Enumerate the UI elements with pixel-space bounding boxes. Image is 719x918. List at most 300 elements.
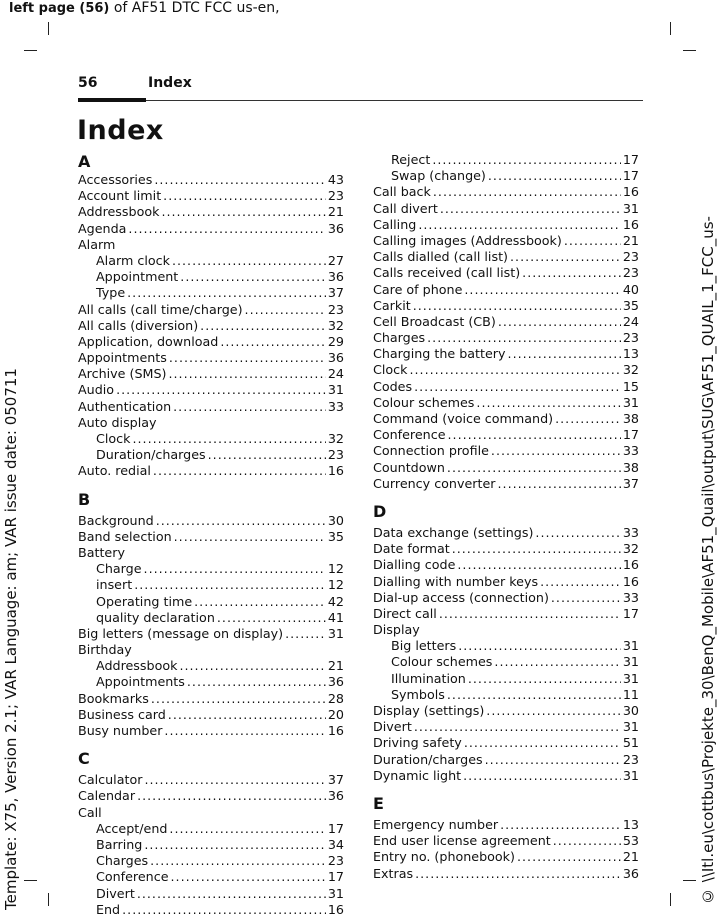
index-column-right — [373, 152, 639, 882]
dot-leader — [174, 529, 326, 545]
index-entry-label: Call back — [373, 184, 431, 200]
dot-leader — [432, 152, 621, 168]
index-letter-heading: D — [373, 501, 387, 521]
index-page-number: 23 — [327, 853, 344, 869]
index-entry — [373, 298, 639, 314]
index-page-number: 36 — [327, 269, 344, 285]
index-entry-label: Addressbook — [96, 658, 178, 674]
dot-leader — [151, 691, 326, 707]
index-subentry — [78, 837, 344, 853]
dot-leader — [414, 379, 621, 395]
crop-mark — [670, 893, 671, 906]
index-entry — [78, 172, 344, 188]
index-entry-label: Auto. redial — [78, 463, 151, 479]
index-page-number: 33 — [327, 398, 344, 414]
template-info-margin — [0, 0, 22, 909]
index-page-number: 23 — [622, 249, 639, 265]
index-entry-label: Calls received (call list) — [373, 265, 521, 281]
index-page-number: 16 — [622, 216, 639, 232]
header-rule — [78, 100, 643, 101]
dot-leader — [457, 557, 620, 573]
index-page-number: 53 — [622, 833, 639, 849]
index-entry — [373, 525, 639, 541]
index-entry-label: Reject — [391, 152, 431, 167]
index-entry — [373, 330, 639, 346]
index-entry-label: Calls dialled (call list) — [373, 249, 508, 265]
index-page-number: 30 — [327, 512, 344, 528]
index-page-number: 23 — [622, 265, 639, 281]
index-subentry — [78, 869, 344, 885]
dot-leader — [433, 184, 621, 200]
index-entry-label: Cell Broadcast (CB) — [373, 313, 496, 329]
index-subentry — [78, 853, 344, 869]
index-entry-label: Emergency number — [373, 816, 499, 832]
dot-leader — [179, 658, 325, 674]
index-entry — [78, 221, 344, 237]
dot-leader — [169, 821, 325, 837]
index-entry-label: Application, download — [78, 333, 219, 349]
index-entry-label: Operating time — [96, 593, 193, 609]
index-subentry — [78, 285, 344, 301]
index-page-number: 42 — [327, 593, 344, 609]
index-entry-label: Illumination — [391, 670, 466, 686]
index-letter-heading: B — [78, 489, 91, 509]
index-entry-label: quality declaration — [96, 609, 215, 625]
index-letter-heading: A — [78, 152, 91, 171]
index-subentry — [373, 638, 639, 654]
index-page-number: 41 — [327, 609, 344, 625]
crop-mark — [24, 50, 37, 51]
dot-leader — [168, 707, 326, 723]
index-page-number: 16 — [327, 723, 344, 738]
index-entry — [373, 314, 639, 330]
index-group-heading — [78, 545, 344, 561]
index-page-number: 16 — [622, 557, 639, 573]
dot-leader — [452, 541, 621, 557]
dot-leader — [127, 285, 326, 301]
print-job-note-bold: left page (56) — [9, 1, 110, 16]
template-info-text: Template: X75, Version 2.1; VAR Language: am; VAR issue date: 050711 — [2, 368, 20, 910]
index-subentry — [78, 561, 344, 577]
index-entry — [373, 460, 639, 476]
index-entry-label: All calls (diversion) — [78, 317, 199, 333]
dot-leader — [522, 265, 621, 281]
index-page-number: 17 — [622, 427, 639, 443]
index-entry-label: Charge — [96, 561, 142, 577]
file-path-margin — [697, 0, 719, 909]
index-page-number: 23 — [327, 301, 344, 317]
index-entry-label: Driving safety — [373, 735, 462, 751]
dot-leader — [134, 577, 326, 593]
index-entry — [373, 817, 639, 833]
dot-leader — [132, 431, 325, 447]
index-page-number: 21 — [327, 658, 344, 674]
index-subentry — [373, 671, 639, 687]
index-page-number: 37 — [622, 475, 639, 491]
index-entry-label: Command (voice command) — [373, 411, 554, 426]
index-page-number: 23 — [622, 330, 639, 346]
index-page-number: 16 — [327, 901, 344, 917]
index-entry-label: Call divert — [373, 200, 438, 216]
index-entry — [78, 350, 344, 366]
index-entry — [78, 707, 344, 723]
index-subentry — [373, 168, 639, 184]
index-page-number: 34 — [327, 836, 344, 852]
index-entry — [373, 282, 639, 298]
index-entry — [373, 703, 639, 719]
dot-leader — [173, 399, 326, 415]
dot-leader — [245, 302, 326, 318]
index-column-left — [78, 152, 344, 918]
dot-leader — [418, 217, 621, 233]
index-entry — [373, 411, 639, 427]
dot-leader — [153, 463, 326, 479]
index-entry-label: Type — [96, 285, 126, 301]
index-entry — [78, 513, 344, 529]
dot-leader — [137, 886, 326, 902]
index-entry-label: Clock — [373, 362, 408, 378]
index-entry — [373, 735, 639, 751]
page-number: 56 — [78, 75, 98, 91]
index-entry-label: Dialling with number keys — [373, 573, 539, 589]
index-page-number: 20 — [327, 706, 344, 722]
index-page-number: 23 — [327, 188, 344, 204]
index-entry — [373, 866, 639, 882]
index-entry-label: Countdown — [373, 459, 445, 475]
crop-mark — [48, 893, 49, 906]
index-page-number: 23 — [327, 447, 344, 463]
index-entry-label: Conference — [96, 869, 169, 885]
index-page-number: 35 — [327, 528, 344, 544]
index-entry-label: Codes — [373, 378, 413, 394]
index-entry-label: Busy number — [78, 723, 163, 738]
index-page-number: 30 — [622, 703, 639, 718]
dot-leader — [555, 411, 621, 427]
dot-leader — [508, 346, 621, 362]
crop-mark — [670, 22, 671, 35]
index-entry-label: Addressbook — [78, 204, 160, 220]
dot-leader — [122, 902, 326, 918]
index-entry — [78, 788, 344, 804]
dot-leader — [163, 188, 326, 204]
index-entry-label: Date format — [373, 541, 450, 557]
crop-mark — [683, 50, 696, 51]
index-entry-label: Connection profile — [373, 443, 489, 459]
dot-leader — [144, 772, 325, 788]
index-entry-label: Bookmarks — [78, 690, 149, 706]
index-page-number: 11 — [622, 686, 639, 702]
index-entry — [78, 204, 344, 220]
dot-leader — [144, 837, 326, 853]
running-header: Index — [148, 75, 192, 91]
index-entry — [373, 233, 639, 249]
index-page-number: 12 — [327, 577, 344, 593]
index-entry-label: Care of phone — [373, 281, 463, 297]
index-entry-label: Authentication — [78, 398, 172, 414]
index-subentry — [373, 687, 639, 703]
index-letter-heading: E — [373, 793, 384, 813]
index-entry — [373, 719, 639, 735]
index-entry-label: Big letters (message on display) — [78, 625, 284, 641]
index-subentry — [78, 577, 344, 593]
index-entry — [78, 334, 344, 350]
index-entry — [78, 318, 344, 334]
dot-leader — [485, 752, 621, 768]
index-page-number: 17 — [622, 605, 639, 621]
dot-leader — [498, 314, 621, 330]
dot-leader — [144, 561, 326, 577]
dot-leader — [208, 447, 326, 463]
index-page-number: 31 — [327, 885, 344, 901]
index-entry — [373, 443, 639, 459]
index-entry — [373, 768, 639, 784]
index-page-number: 32 — [622, 362, 639, 378]
dot-leader — [464, 735, 621, 751]
dot-leader — [494, 654, 620, 670]
index-entry — [373, 217, 639, 233]
index-entry-label: Symbols — [391, 686, 445, 702]
index-page-number: 28 — [327, 690, 344, 706]
dot-leader — [150, 853, 326, 869]
index-entry-label: Duration/charges — [96, 447, 206, 463]
dot-leader — [220, 334, 326, 350]
index-entry — [78, 302, 344, 318]
index-page-number: 36 — [327, 220, 344, 236]
index-entry-label: Calendar — [78, 788, 136, 804]
index-entry-label: Birthday — [78, 642, 132, 658]
index-group-heading — [78, 237, 344, 253]
index-page-number: 38 — [622, 411, 639, 426]
index-page-number: 43 — [327, 172, 344, 187]
index-entry-label: Audio — [78, 382, 115, 398]
dot-leader — [564, 233, 621, 249]
index-page-number: 31 — [622, 654, 639, 670]
index-entry — [373, 590, 639, 606]
index-entry-label: Appointment — [96, 269, 179, 285]
index-entry-label: Barring — [96, 836, 143, 852]
index-entry-label: Dial-up access (connection) — [373, 589, 549, 605]
dot-leader — [476, 395, 620, 411]
index-letter-heading: C — [78, 749, 90, 769]
index-entry-label: Dynamic light — [373, 767, 462, 783]
index-entry — [373, 379, 639, 395]
index-page-number: 37 — [327, 285, 344, 301]
dot-leader — [540, 574, 621, 590]
dot-leader — [551, 590, 621, 606]
index-page-number: 37 — [327, 772, 344, 788]
index-entry-label: Archive (SMS) — [78, 366, 167, 382]
dot-leader — [128, 221, 325, 237]
index-group-heading — [78, 415, 344, 431]
dot-leader — [448, 427, 621, 443]
index-entry-label: Currency converter — [373, 475, 496, 491]
index-entry-label: Auto display — [78, 414, 157, 430]
dot-leader — [409, 362, 620, 378]
index-page-number: 16 — [327, 463, 344, 479]
index-page-number: 17 — [622, 168, 639, 184]
dot-leader — [169, 350, 326, 366]
index-page-number: 32 — [622, 541, 639, 557]
index-page-number: 21 — [622, 849, 639, 865]
index-entry-label: Data exchange (settings) — [373, 524, 534, 540]
index-group-heading — [78, 805, 344, 821]
index-page-number: 24 — [327, 366, 344, 382]
dot-leader — [217, 610, 326, 626]
index-subentry — [78, 269, 344, 285]
dot-leader — [447, 460, 621, 476]
dot-leader — [439, 606, 621, 622]
index-page-number: 16 — [622, 184, 639, 200]
dot-leader — [168, 366, 325, 382]
index-entry — [78, 382, 344, 398]
index-page-number: 36 — [327, 788, 344, 804]
index-subentry — [78, 902, 344, 918]
index-entry — [78, 463, 344, 479]
dot-leader — [154, 172, 325, 188]
index-page-number: 17 — [622, 152, 639, 167]
index-entry — [373, 476, 639, 492]
index-entry-label: Clock — [96, 431, 131, 446]
index-entry — [78, 529, 344, 545]
index-entry — [373, 362, 639, 378]
dot-leader — [156, 513, 326, 529]
index-entry-label: Appointments — [96, 674, 185, 690]
index-entry-label: Conference — [373, 427, 446, 443]
index-entry-label: Display (settings) — [373, 703, 485, 718]
dot-leader — [440, 201, 621, 217]
print-job-note-rest: of AF51 DTC FCC us-en, — [109, 0, 280, 16]
index-page-number: 21 — [622, 232, 639, 248]
index-entry — [373, 849, 639, 865]
index-entry-label: End user license agreement — [373, 833, 551, 849]
index-entry — [373, 557, 639, 573]
dot-leader — [414, 719, 621, 735]
index-entry — [373, 427, 639, 443]
crop-mark — [683, 880, 696, 881]
index-page-number: 51 — [622, 735, 639, 751]
index-page-number: 23 — [622, 751, 639, 767]
index-entry — [373, 184, 639, 200]
index-entry — [373, 201, 639, 217]
index-page-number: 36 — [327, 350, 344, 366]
index-subentry — [373, 152, 639, 168]
dot-leader — [488, 168, 621, 184]
index-entry-label: All calls (call time/charge) — [78, 301, 243, 317]
index-page-number: 21 — [327, 204, 344, 220]
index-page-number: 35 — [622, 297, 639, 313]
index-entry-label: Colour schemes — [391, 654, 493, 670]
index-entry-label: Alarm clock — [96, 252, 170, 268]
index-entry-label: Call — [78, 804, 102, 820]
index-entry-label: Battery — [78, 544, 125, 560]
index-entry-label: Account limit — [78, 188, 162, 204]
dot-leader — [535, 525, 620, 541]
index-entry — [78, 723, 344, 739]
index-subentry — [78, 447, 344, 463]
index-entry-label: Divert — [96, 885, 135, 901]
index-entry — [78, 626, 344, 642]
index-entry-label: Calculator — [78, 772, 143, 788]
index-page-number: 13 — [622, 346, 639, 362]
index-entry-label: Agenda — [78, 220, 127, 236]
dot-leader — [458, 638, 621, 654]
index-page-number: 31 — [622, 767, 639, 783]
index-subentry — [78, 821, 344, 837]
dot-leader — [500, 817, 621, 833]
dot-leader — [180, 269, 326, 285]
file-path-text: © \\Itl.eu\cottbus\Projekte_30\BenQ_Mobile\AF51_Quail\output\SUG\AF51_QUAIL_1_FCC_us- — [699, 216, 717, 905]
index-page-number: 31 — [327, 382, 344, 398]
dot-leader — [553, 833, 621, 849]
header-accent-bar — [78, 98, 146, 102]
dot-leader — [517, 849, 621, 865]
index-entry — [373, 606, 639, 622]
index-entry-label: End — [96, 901, 121, 917]
index-page-number: 31 — [622, 638, 639, 654]
index-page-number: 27 — [327, 252, 344, 268]
index-page-number: 33 — [622, 589, 639, 605]
index-page-number: 32 — [327, 317, 344, 333]
index-page-number: 36 — [622, 865, 639, 881]
dot-leader — [200, 318, 326, 334]
index-entry-label: Appointments — [78, 350, 167, 366]
index-entry-label: Carkit — [373, 297, 411, 313]
index-page-number: 36 — [327, 674, 344, 690]
index-subentry — [78, 658, 344, 674]
dot-leader — [498, 476, 621, 492]
index-entry-label: insert — [96, 577, 133, 593]
index-entry-label: Background — [78, 512, 154, 528]
index-entry-label: Accept/end — [96, 820, 168, 836]
index-page-number: 31 — [622, 394, 639, 410]
index-entry-label: Alarm — [78, 236, 116, 252]
dot-leader — [161, 204, 325, 220]
index-entry-label: Charges — [373, 330, 426, 346]
index-subentry — [78, 253, 344, 269]
index-entry-label: Swap (change) — [391, 168, 486, 184]
index-entry-label: Extras — [373, 865, 414, 881]
index-entry — [373, 249, 639, 265]
index-entry-label: Accessories — [78, 172, 153, 187]
index-page-number: 12 — [327, 561, 344, 577]
dot-leader — [164, 723, 325, 739]
index-page-number: 16 — [622, 573, 639, 589]
index-entry — [373, 346, 639, 362]
dot-leader — [447, 687, 621, 703]
page-title: Index — [77, 115, 164, 146]
index-entry-label: Duration/charges — [373, 751, 483, 767]
index-subentry — [78, 610, 344, 626]
index-entry-label: Charges — [96, 853, 149, 869]
index-subentry — [78, 674, 344, 690]
index-entry-label: Big letters — [391, 638, 457, 654]
index-page-number: 32 — [327, 431, 344, 446]
index-entry — [78, 772, 344, 788]
index-page-number: 31 — [327, 625, 344, 641]
index-entry-label: Calling — [373, 216, 417, 232]
dot-leader — [427, 330, 621, 346]
index-group-heading — [373, 622, 639, 638]
index-page-number: 17 — [327, 820, 344, 836]
index-page-number: 31 — [622, 670, 639, 686]
index-page-number: 40 — [622, 281, 639, 297]
index-page-number: 31 — [622, 719, 639, 735]
index-entry — [78, 188, 344, 204]
dot-leader — [463, 768, 621, 784]
index-entry — [373, 541, 639, 557]
dot-leader — [137, 788, 326, 804]
index-subentry — [78, 594, 344, 610]
